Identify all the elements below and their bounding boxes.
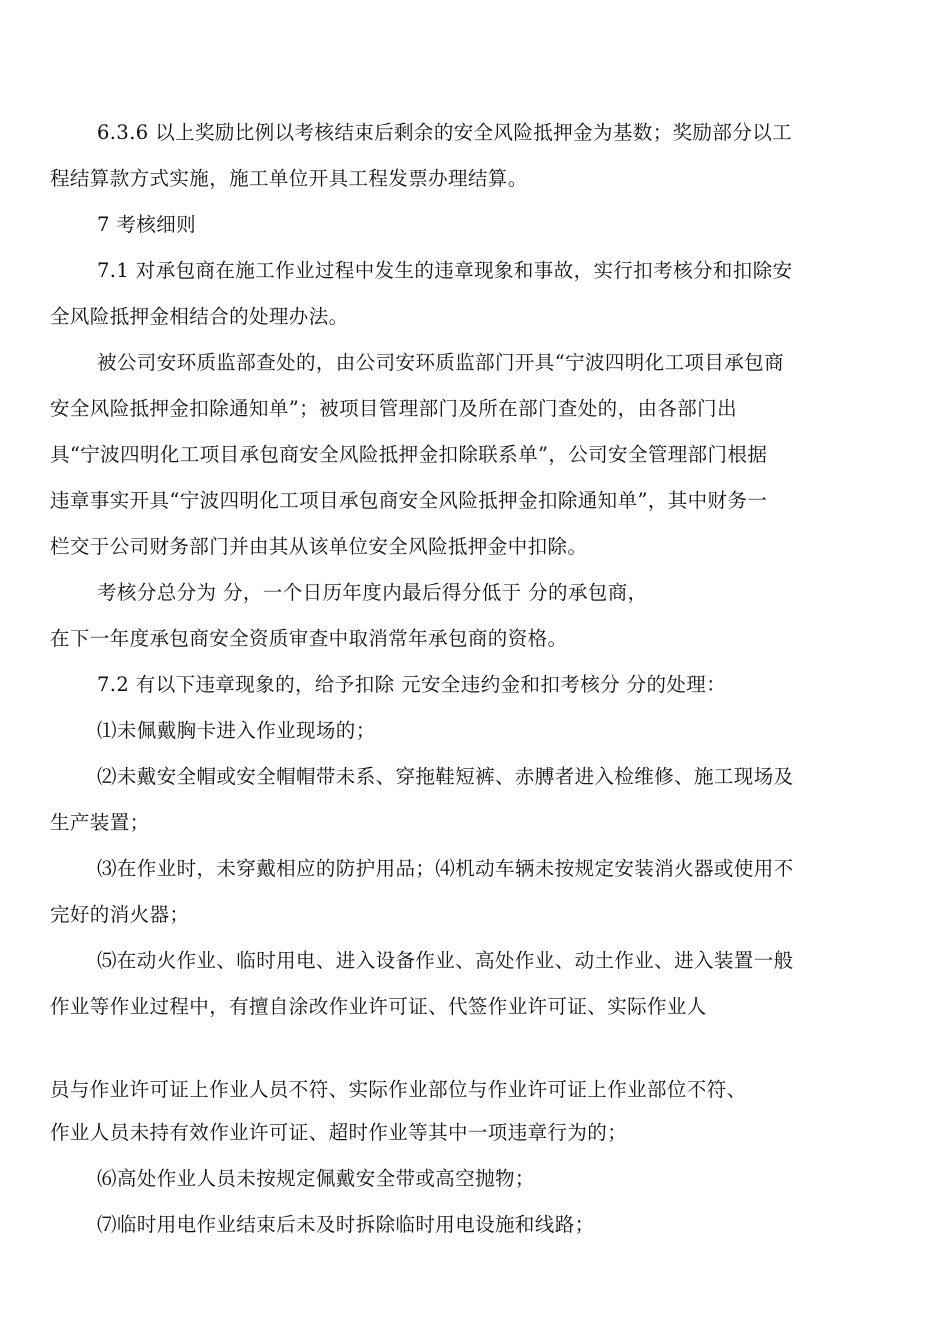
list-item-2-line-2: 生产装置；	[50, 811, 150, 834]
section-7-heading: 7 考核细则	[97, 213, 197, 236]
list-item-5-line-2: 作业等作业过程中，有擅自涂改作业许可证、代签作业许可证、实际作业人	[50, 995, 707, 1018]
paragraph-deduction-line-2: 安全风险抵押金扣除通知单”；被项目管理部门及所在部门查处的，由各部门出	[50, 397, 737, 420]
clause-7-2-heading: 7.2 有以下违章现象的，给予扣除 元安全违约金和扣考核分 分的处理：	[97, 673, 727, 696]
paragraph-deduction-line-5: 栏交于公司财务部门并由其从该单位安全风险抵押金中扣除。	[50, 535, 588, 558]
paragraph-score-line-2: 在下一年度承包商安全资质审查中取消常年承包商的资格。	[50, 627, 568, 650]
list-item-5-line-4: 作业人员未持有效作业许可证、超时作业等其中一项违章行为的；	[50, 1121, 628, 1144]
paragraph-deduction-line-3: 具“宁波四明化工项目承包商安全风险抵押金扣除联系单”，公司安全管理部门根据	[50, 443, 768, 466]
list-item-3-4-line-1: ⑶在作业时，未穿戴相应的防护用品；⑷机动车辆未按规定安装消火器或使用不	[97, 857, 794, 880]
paragraph-deduction-line-1: 被公司安环质监部查处的，由公司安环质监部门开具“宁波四明化工项目承包商	[97, 351, 784, 374]
paragraph-score-line-1: 考核分总分为 分，一个日历年度内最后得分低于 分的承包商，	[97, 581, 648, 604]
paragraph-deduction-line-4: 违章事实开具“宁波四明化工项目承包商安全风险抵押金扣除通知单”，其中财务一	[50, 489, 768, 512]
clause-7-1-line-1: 7.1 对承包商在施工作业过程中发生的违章现象和事故，实行扣考核分和扣除安	[97, 259, 793, 282]
clause-6-3-6-line-2: 程结算款方式实施，施工单位开具工程发票办理结算。	[50, 167, 528, 190]
clause-6-3-6-line-1: 6.3.6 以上奖励比例以考核结束后剩余的安全风险抵押金为基数；奖励部分以工	[97, 121, 793, 144]
list-item-1: ⑴未佩戴胸卡进入作业现场的；	[97, 719, 376, 742]
list-item-2-line-1: ⑵未戴安全帽或安全帽帽带未系、穿拖鞋短裤、赤膊者进入检维修、施工现场及	[97, 765, 794, 788]
list-item-6: ⑹高处作业人员未按规定佩戴安全带或高空抛物；	[97, 1167, 535, 1190]
list-item-5-line-3: 员与作业许可证上作业人员不符、实际作业部位与作业许可证上作业部位不符、	[50, 1078, 747, 1101]
list-item-7: ⑺临时用电作业结束后未及时拆除临时用电设施和线路；	[97, 1213, 595, 1236]
list-item-4-line-2: 完好的消火器；	[50, 903, 190, 926]
list-item-5-line-1: ⑸在动火作业、临时用电、进入设备作业、高处作业、动土作业、进入装置一般	[97, 949, 794, 972]
clause-7-1-line-2: 全风险抵押金相结合的处理办法。	[50, 305, 349, 328]
